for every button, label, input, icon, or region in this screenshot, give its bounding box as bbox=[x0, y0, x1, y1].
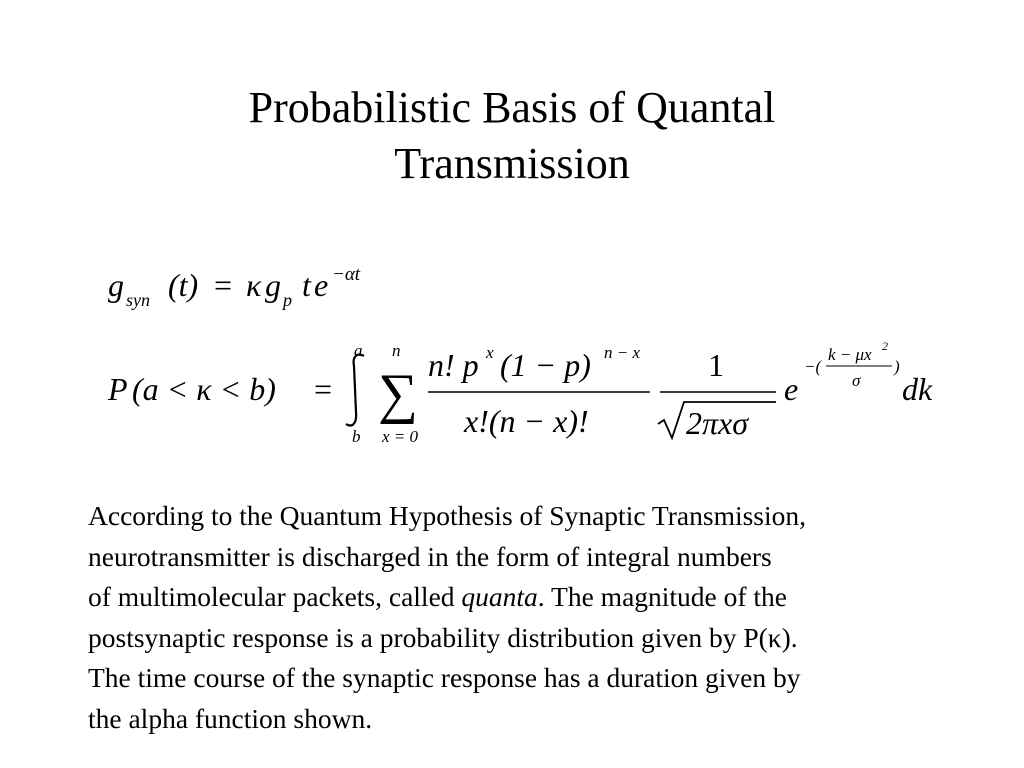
eq1-g: g bbox=[108, 267, 124, 303]
frac1-denominator: x!(n − x)! bbox=[464, 403, 589, 439]
integral-sign-icon bbox=[346, 354, 364, 425]
frac2-denominator: 2πxσ bbox=[686, 405, 749, 441]
title-line-2: Transmission bbox=[394, 139, 630, 188]
eq2-equals: = bbox=[314, 371, 333, 407]
eq1-equals: = bbox=[214, 267, 233, 303]
eq1-argument: (t) bbox=[168, 267, 199, 303]
exponent-suffix: ) bbox=[894, 357, 900, 376]
integral-upper-limit: a bbox=[354, 341, 363, 360]
eq1-g-subscript: syn bbox=[126, 290, 150, 310]
exponent-numerator: k − μx bbox=[828, 345, 872, 364]
eq1-exponent: −αt bbox=[332, 264, 361, 285]
eq1-p-subscript: p bbox=[283, 290, 292, 310]
eq1-g-p: g bbox=[265, 267, 281, 303]
sum-lower-limit: x = 0 bbox=[382, 427, 419, 446]
eq2-dk: dk bbox=[902, 371, 933, 407]
frac1-numerator-sup2: n − x bbox=[604, 343, 641, 362]
eq2-e: e bbox=[784, 371, 799, 407]
eq1-kappa: κ bbox=[246, 267, 262, 303]
sum-upper-limit: n bbox=[392, 341, 401, 360]
frac2-numerator: 1 bbox=[708, 347, 724, 383]
body-line-3-a: of multimolecular packets, called bbox=[88, 581, 462, 612]
exponent-denominator: σ bbox=[852, 371, 861, 390]
eq1-e: e bbox=[314, 267, 329, 303]
exponent-numerator-sup: 2 bbox=[882, 339, 888, 353]
body-paragraph bbox=[88, 496, 1008, 739]
eq2-lhs: (a < κ < b) bbox=[132, 371, 276, 407]
body-line-3 bbox=[88, 577, 1008, 618]
frac1-numerator-b: (1 − p) bbox=[500, 347, 591, 383]
quanta-emphasis: quanta bbox=[461, 581, 538, 612]
body-line-1: According to the Quantum Hypothesis of Synaptic Transmission, bbox=[88, 500, 807, 531]
body-line-3-b: . The magnitude of the bbox=[537, 581, 788, 612]
exponent-prefix: −( bbox=[804, 357, 822, 376]
eq1-t: t bbox=[302, 267, 311, 303]
summation-sign-icon: ∑ bbox=[378, 363, 418, 425]
title-line-1: Probabilistic Basis of Quantal bbox=[248, 83, 776, 132]
integral-lower-limit: b bbox=[352, 427, 361, 446]
body-line-4: postsynaptic response is a probability distribution given by P(κ). bbox=[88, 621, 798, 653]
eq2-P: P bbox=[108, 371, 128, 407]
frac1-numerator-a: n! p bbox=[428, 347, 479, 383]
body-line-2: neurotransmitter is discharged in the form of integral numbers bbox=[88, 540, 772, 572]
body-line-6: the alpha function shown. bbox=[88, 702, 373, 734]
body-line-5: The time course of the synaptic response has a duration given by bbox=[88, 662, 801, 693]
frac1-numerator-sup1: x bbox=[486, 343, 494, 362]
